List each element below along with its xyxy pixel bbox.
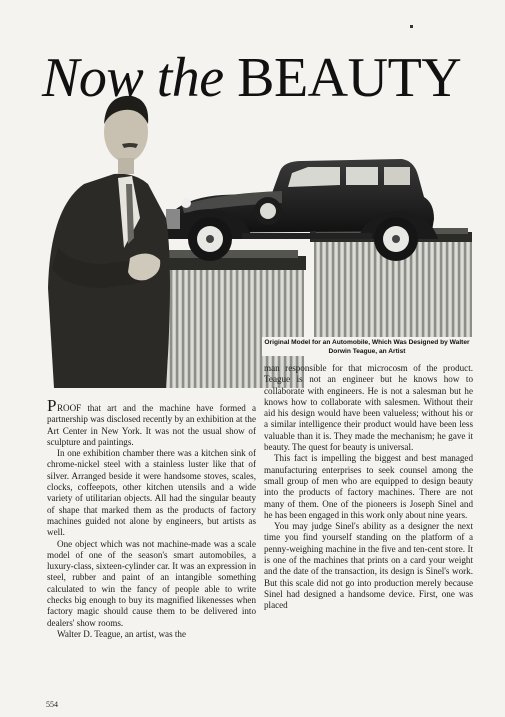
paragraph: In one exhibition chamber there was a kitchen sink of chrome-nickel steel with a stainless luster like that of silver. Arranged beside it were handsome stoves, scales, clocks, coffeepots, other kitchen utensils and a wide variety of utilitarian objects. All had the singular beauty of shape that marked them as the products of factory machines guided not alone by engineers, but artists as well. — [47, 448, 256, 538]
article-column-right — [264, 363, 473, 612]
paragraph: man responsible for that microcosm of the product. Teague is not an engineer but he knows how to collaborate with engineers. He is not a salesman but he knows how to collaborate with salesmen. Without their aid his design would have been valueless; without his or a similar intelligence their product would have been less valuable than it is. They made the mechanism; he gave it beauty. The quest for beauty is universal. — [264, 363, 473, 453]
paragraph — [47, 396, 256, 448]
paragraph-text: ROOF that art and the machine have formed a partnership was disclosed recently by an exhibition at the Art Center in New York. It was not the usual show of sculpture and paintings. — [47, 403, 256, 447]
page-number: 554 — [46, 700, 58, 709]
print-mark — [410, 25, 413, 28]
paragraph: You may judge Sinel's ability as a designer the next time you find yourself standing on the platform of a penny-weighing machine in the five and ten-cent store. It is one of the machines that prints on a card your weight and the date of the transaction, its design is Sinel's work. But this scale did not go into production merely because Sinel had designed a handsome device. First, one was placed — [264, 521, 473, 611]
headline-part2: BEAUTY — [237, 47, 462, 109]
car-model — [164, 159, 438, 261]
article-column-left — [47, 396, 256, 640]
photo-caption: Original Model for an Automobile, Which Was Designed by Walter Dorwin Teague, an Artist — [262, 337, 472, 356]
man-figure — [48, 96, 170, 388]
drop-cap: P — [47, 396, 57, 415]
paragraph: Walter D. Teague, an artist, was the — [57, 628, 187, 639]
headline — [42, 48, 461, 108]
paragraph: One object which was not machine-made was a scale model of one of the season's smart automobiles, a luxury-class, sixteen-cylinder car. It was an expression in steel, rubber and paint of an intangible something calculated to win the fancy of people able to write checks big enough to buy its magnified likenesses when factory magic should cause them to be delivered into dealers' show rooms. — [47, 538, 256, 628]
paragraph: This fact is impelling the biggest and best managed manufacturing enterprises to seek counsel among the small group of men who are equipped to design beauty into the products of factory machines. There are not many of them. One of the pioneers is Joseph Sinel and he has been engaged in this work only about nine years. — [264, 453, 473, 520]
headline-part1: Now the — [42, 47, 224, 109]
